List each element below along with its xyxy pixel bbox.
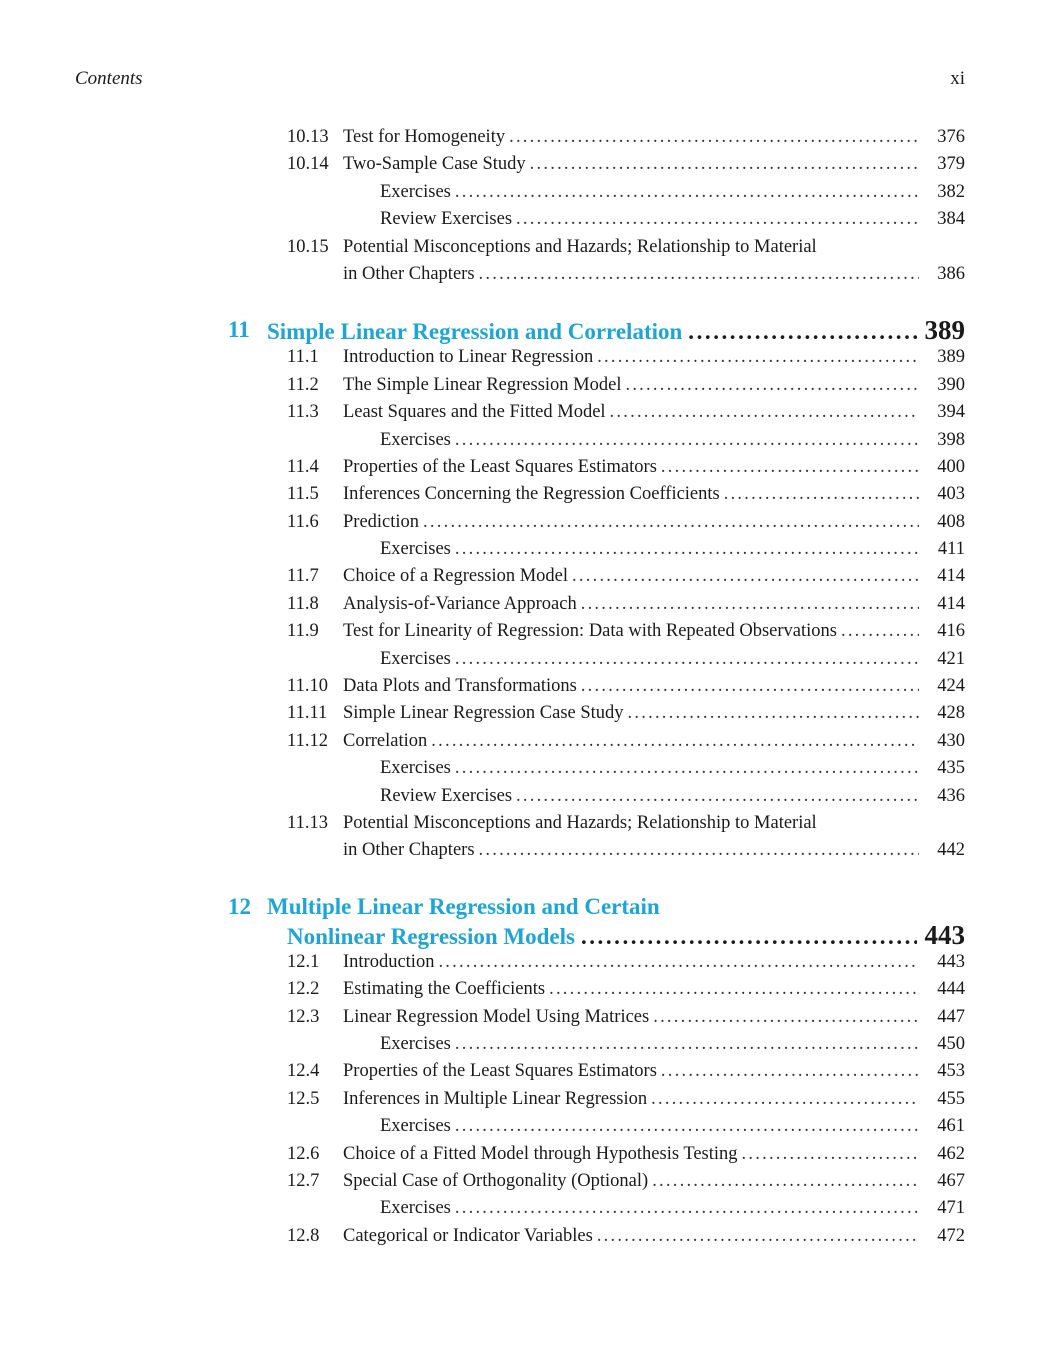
section-page: 386 — [937, 263, 965, 284]
toc-entry[interactable] — [0, 509, 1038, 536]
section-title: Estimating the Coefficients — [343, 979, 546, 1000]
section-title: Potential Misconceptions and Hazards; Relationship to Material — [343, 812, 817, 833]
chapter-12-heading[interactable] — [0, 893, 1038, 949]
section-page: 379 — [937, 154, 965, 175]
leader-dots — [572, 563, 919, 590]
section-page: 416 — [937, 621, 965, 642]
section-page: 443 — [937, 951, 965, 972]
section-title: Exercises — [380, 1116, 451, 1137]
leader-dots — [653, 1004, 919, 1031]
leader-dots — [581, 591, 919, 618]
leader-dots — [455, 755, 919, 782]
section-number: 11.7 — [287, 566, 319, 587]
section-title: Linear Regression Model Using Matrices — [343, 1006, 650, 1027]
section-title: Categorical or Indicator Variables — [343, 1225, 593, 1246]
toc-entry[interactable] — [0, 1195, 1038, 1222]
section-page: 436 — [937, 785, 965, 806]
section-number: 11.3 — [287, 402, 319, 423]
toc-entry[interactable] — [0, 976, 1038, 1003]
section-title: Inferences in Multiple Linear Regression — [343, 1088, 648, 1109]
leader-dots — [455, 646, 919, 673]
toc-entry[interactable] — [0, 591, 1038, 618]
section-title: Test for Linearity of Regression: Data with Repeated Observations — [343, 621, 837, 642]
leader-dots — [581, 923, 917, 951]
section-title: Inferences Concerning the Regression Coefficients — [343, 484, 720, 505]
toc-entry[interactable] — [0, 1223, 1038, 1250]
section-number: 12.2 — [287, 979, 320, 1000]
section-title: Introduction to Linear Regression — [343, 347, 594, 368]
chapter-title-line2: Nonlinear Regression Models — [287, 923, 575, 949]
leader-dots — [423, 509, 919, 536]
section-page: 430 — [937, 730, 965, 751]
section-number: 11.10 — [287, 676, 328, 697]
section-title: Exercises — [380, 1033, 451, 1054]
toc-entry[interactable] — [0, 673, 1038, 700]
leader-dots — [742, 1141, 919, 1168]
section-title: Test for Homogeneity — [343, 127, 506, 147]
section-page: 435 — [937, 758, 965, 779]
toc-entry[interactable] — [0, 481, 1038, 508]
section-page: 442 — [937, 840, 965, 861]
leader-dots — [610, 399, 919, 426]
section-page: 455 — [937, 1088, 965, 1109]
chapter-number: 12 — [228, 893, 251, 919]
section-page: 462 — [937, 1143, 965, 1164]
section-title: Choice of a Fitted Model through Hypothesis Testing — [343, 1143, 738, 1164]
leader-dots — [455, 179, 919, 206]
section-page: 376 — [937, 127, 965, 147]
section-page: 398 — [937, 429, 965, 450]
toc-entry[interactable] — [0, 1031, 1038, 1058]
section-page: 444 — [937, 979, 965, 1000]
section-page: 472 — [937, 1225, 965, 1246]
leader-dots — [455, 1113, 919, 1140]
section-number: 11.5 — [287, 484, 319, 505]
leader-dots — [455, 536, 919, 563]
section-page: 390 — [937, 374, 965, 395]
section-title: Prediction — [343, 511, 420, 532]
section-page: 408 — [937, 511, 965, 532]
section-title: Special Case of Orthogonality (Optional) — [343, 1170, 649, 1191]
leader-dots — [530, 151, 919, 178]
leader-dots — [438, 949, 919, 976]
section-page: 447 — [937, 1006, 965, 1027]
section-page: 384 — [937, 209, 965, 230]
toc-entry[interactable] — [0, 454, 1038, 481]
section-page: 424 — [937, 676, 965, 697]
section-page: 411 — [937, 539, 965, 560]
running-head: Contents — [75, 68, 143, 89]
section-title: Review Exercises — [380, 209, 513, 230]
section-page: 461 — [937, 1116, 965, 1137]
leader-dots — [431, 728, 919, 755]
toc-entry[interactable] — [0, 261, 1038, 288]
leader-dots — [581, 673, 919, 700]
toc-entry[interactable] — [0, 1113, 1038, 1140]
table-of-contents — [0, 124, 1038, 1250]
toc-entry[interactable] — [0, 837, 1038, 864]
toc-entry[interactable] — [0, 700, 1038, 727]
toc-entry[interactable] — [0, 728, 1038, 755]
section-title: Exercises — [380, 429, 451, 450]
leader-dots — [841, 618, 919, 645]
section-number: 12.7 — [287, 1170, 320, 1191]
chapter-page: 443 — [924, 919, 965, 950]
toc-entry[interactable] — [0, 427, 1038, 454]
leader-dots — [652, 1168, 919, 1195]
section-number: 12.6 — [287, 1143, 320, 1164]
toc-entry[interactable] — [0, 1168, 1038, 1195]
section-number: 10.14 — [287, 154, 329, 175]
page-number: xi — [950, 68, 965, 89]
chapter-12-sections — [0, 949, 1038, 1250]
leader-dots — [455, 1031, 919, 1058]
chapter-11-heading[interactable] — [0, 316, 1038, 344]
leader-dots — [688, 318, 916, 346]
section-title: Exercises — [380, 758, 451, 779]
section-title: Exercises — [380, 181, 451, 202]
section-page: 428 — [937, 703, 965, 724]
leader-dots — [509, 124, 919, 151]
chapter-number: 11 — [228, 317, 250, 343]
toc-entry[interactable] — [0, 618, 1038, 645]
section-number: 11.8 — [287, 593, 319, 614]
toc-entry[interactable] — [0, 234, 1038, 261]
leader-dots — [628, 700, 919, 727]
section-number: 11.11 — [287, 703, 328, 724]
section-page: 403 — [937, 484, 965, 505]
toc-entry[interactable] — [0, 344, 1038, 371]
section-number: 10.15 — [287, 236, 329, 257]
section-number: 11.4 — [287, 456, 319, 477]
leader-dots — [661, 1058, 919, 1085]
section-page: 400 — [937, 456, 965, 477]
section-title: Exercises — [380, 648, 451, 669]
toc-entry[interactable] — [0, 810, 1038, 837]
leader-dots — [597, 1223, 919, 1250]
toc-entry[interactable] — [0, 949, 1038, 976]
toc-entry[interactable] — [0, 399, 1038, 426]
section-page: 421 — [937, 648, 965, 669]
leader-dots — [479, 261, 919, 288]
section-page: 467 — [937, 1170, 965, 1191]
section-number: 12.4 — [287, 1061, 320, 1082]
section-number: 11.12 — [287, 730, 328, 751]
chapter-title-line1: Multiple Linear Regression and Certain — [267, 893, 660, 919]
section-title: Properties of the Least Squares Estimators — [343, 456, 657, 477]
section-number: 12.8 — [287, 1225, 320, 1246]
section-number: 11.2 — [287, 374, 319, 395]
section-page: 394 — [937, 402, 965, 423]
toc-entry[interactable] — [0, 563, 1038, 590]
section-page: 382 — [937, 181, 965, 202]
toc-entry[interactable] — [0, 1141, 1038, 1168]
section-title: Properties of the Least Squares Estimators — [343, 1061, 657, 1082]
section-number: 11.6 — [287, 511, 319, 532]
section-title: Correlation — [343, 730, 428, 751]
leader-dots — [625, 372, 919, 399]
section-title: Introduction — [343, 951, 435, 972]
toc-entry[interactable] — [0, 783, 1038, 810]
section-title: Simple Linear Regression Case Study — [343, 703, 624, 724]
toc-entry[interactable] — [0, 536, 1038, 563]
section-title: Review Exercises — [380, 785, 513, 806]
section-page: 453 — [937, 1061, 965, 1082]
leader-dots — [651, 1086, 919, 1113]
toc-entry[interactable] — [0, 372, 1038, 399]
section-number: 10.13 — [287, 127, 329, 147]
leader-dots — [516, 206, 919, 233]
section-number: 11.13 — [287, 812, 328, 833]
section-number: 11.9 — [287, 621, 319, 642]
toc-entry[interactable] — [0, 1086, 1038, 1113]
leader-dots — [516, 783, 919, 810]
section-number: 12.3 — [287, 1006, 320, 1027]
section-page: 414 — [937, 593, 965, 614]
toc-entry[interactable] — [0, 646, 1038, 673]
leader-dots — [479, 837, 919, 864]
toc-entry[interactable] — [0, 124, 1038, 151]
leader-dots — [724, 481, 919, 508]
section-page: 450 — [937, 1033, 965, 1054]
toc-entry[interactable] — [0, 1058, 1038, 1085]
section-page: 389 — [937, 347, 965, 368]
section-number: 11.1 — [287, 347, 319, 368]
toc-entry[interactable] — [0, 755, 1038, 782]
section-title: Exercises — [380, 539, 451, 560]
chapter-title: Simple Linear Regression and Correlation — [267, 319, 683, 345]
section-title: Choice of a Regression Model — [343, 566, 569, 587]
section-title: Exercises — [380, 1198, 451, 1219]
section-title: Two-Sample Case Study — [343, 154, 526, 175]
section-page: 471 — [937, 1198, 965, 1219]
chapter-11-sections — [0, 344, 1038, 864]
toc-entry[interactable] — [0, 151, 1038, 178]
section-page: 414 — [937, 566, 965, 587]
section-title: The Simple Linear Regression Model — [343, 374, 622, 395]
section-title: Potential Misconceptions and Hazards; Relationship to Material — [343, 236, 817, 257]
toc-entry[interactable] — [0, 1004, 1038, 1031]
section-title: in Other Chapters — [343, 263, 475, 284]
leader-dots — [597, 344, 919, 371]
section-title: in Other Chapters — [343, 840, 475, 861]
leader-dots — [455, 1195, 919, 1222]
toc-entry[interactable] — [0, 206, 1038, 233]
leader-dots — [549, 976, 919, 1003]
chapter-10-continued — [0, 124, 1038, 288]
leader-dots — [661, 454, 919, 481]
toc-entry[interactable] — [0, 179, 1038, 206]
page-header — [75, 68, 965, 94]
section-number: 12.5 — [287, 1088, 320, 1109]
leader-dots — [455, 427, 919, 454]
chapter-page: 389 — [924, 315, 965, 346]
section-title: Analysis-of-Variance Approach — [343, 593, 577, 614]
section-title: Data Plots and Transformations — [343, 676, 577, 697]
section-title: Least Squares and the Fitted Model — [343, 402, 606, 423]
section-number: 12.1 — [287, 951, 320, 972]
